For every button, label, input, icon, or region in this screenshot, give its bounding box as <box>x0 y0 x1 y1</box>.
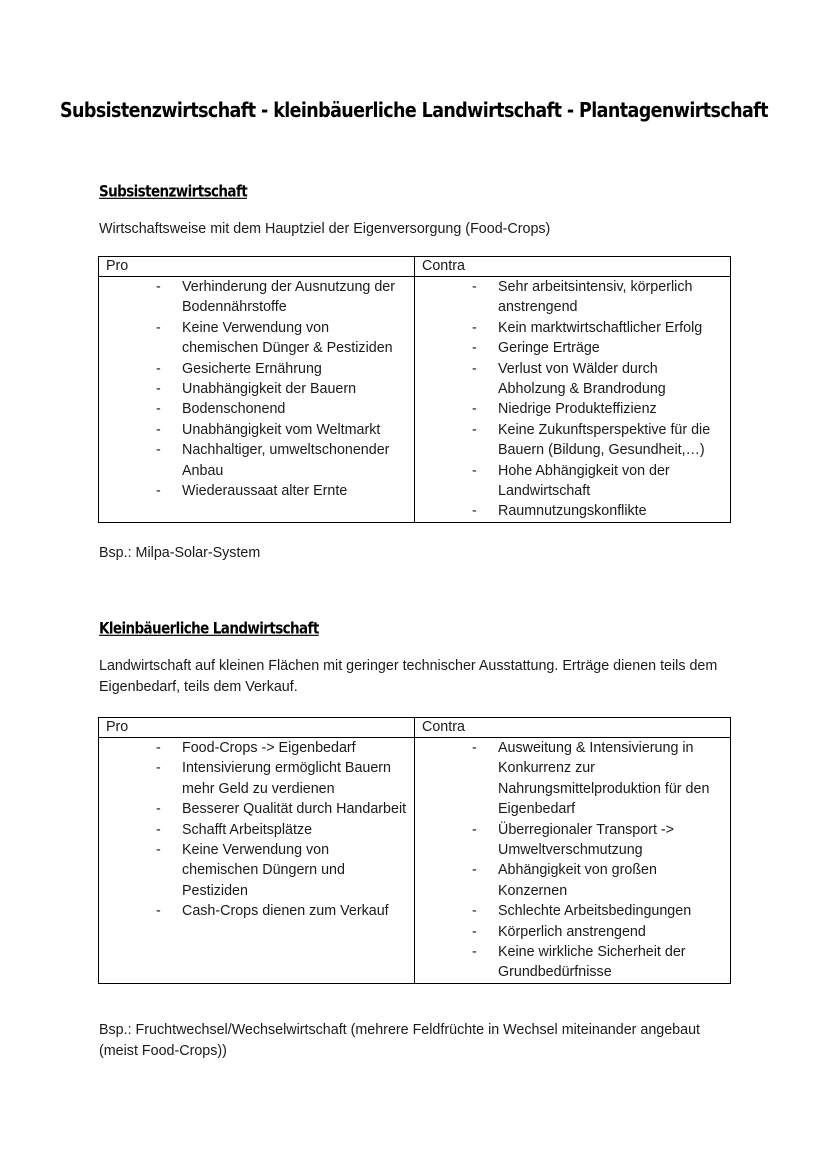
list-item: - Überregionaler Transport -> Umweltverschmutzung <box>415 820 730 861</box>
list-item: - Intensivierung ermöglicht Bauern mehr Geld zu verdienen <box>99 758 414 799</box>
section-heading-subsistenz: Subsistenzwirtschaft <box>99 182 248 202</box>
list-item: - Schlechte Arbeitsbedingungen <box>415 901 730 921</box>
pro-contra-table-subsistenz <box>98 256 731 523</box>
pro-cell <box>99 277 415 523</box>
list-item: - Keine Verwendung von chemischen Dünger & Pestiziden <box>99 318 414 359</box>
list-item: - Gesicherte Ernährung <box>99 359 414 379</box>
document-title: Subsistenzwirtschaft - kleinbäuerliche Landwirtschaft - Plantagenwirtschaft <box>60 99 768 123</box>
example-kleinbaeuerlich: Bsp.: Fruchtwechsel/Wechselwirtschaft (mehrere Feldfrüchte in Wechsel miteinander angebaut (meist Food-Crops)) <box>99 1022 701 1059</box>
list-item: - Food-Crops -> Eigenbedarf <box>99 738 414 758</box>
contra-cell <box>415 277 731 523</box>
contra-list <box>415 738 730 983</box>
pro-header: Pro <box>99 257 415 277</box>
list-item: - Verhinderung der Ausnutzung der Bodennährstoffe <box>99 277 414 318</box>
list-item: - Besserer Qualität durch Handarbeit <box>99 799 414 819</box>
pro-cell <box>99 738 415 984</box>
list-item: - Unabhängigkeit vom Weltmarkt <box>99 420 414 440</box>
pro-list <box>99 738 414 922</box>
list-item: - Keine wirkliche Sicherheit der Grundbedürfnisse <box>415 942 730 983</box>
list-item: - Niedrige Produkteffizienz <box>415 399 730 419</box>
contra-header: Contra <box>415 257 731 277</box>
list-item: - Cash-Crops dienen zum Verkauf <box>99 901 414 921</box>
list-item: - Wiederaussaat alter Ernte <box>99 481 414 501</box>
list-item: - Ausweitung & Intensivierung in Konkurrenz zur Nahrungsmittelproduktion für den Eigenbedarf <box>415 738 730 820</box>
list-item: - Nachhaltiger, umweltschonender Anbau <box>99 440 414 481</box>
section-heading-kleinbaeuerlich: Kleinbäuerliche Landwirtschaft <box>99 619 319 639</box>
list-item: - Kein marktwirtschaftlicher Erfolg <box>415 318 730 338</box>
list-item: - Unabhängigkeit der Bauern <box>99 379 414 399</box>
pro-list <box>99 277 414 501</box>
pro-contra-table-kleinbaeuerlich <box>98 717 731 984</box>
contra-header: Contra <box>415 718 731 738</box>
list-item: - Schafft Arbeitsplätze <box>99 820 414 840</box>
example-subsistenz: Bsp.: Milpa-Solar-System <box>99 545 261 561</box>
list-item: - Sehr arbeitsintensiv, körperlich anstrengend <box>415 277 730 318</box>
section-intro-subsistenz: Wirtschaftsweise mit dem Hauptziel der Eigenversorgung (Food-Crops) <box>99 221 551 237</box>
list-item: - Keine Verwendung von chemischen Düngern und Pestiziden <box>99 840 414 901</box>
section-intro-kleinbaeuerlich: Landwirtschaft auf kleinen Flächen mit geringer technischer Ausstattung. Erträge dienen teils dem Eigenbedarf, teils dem Verkauf. <box>99 658 718 695</box>
contra-cell <box>415 738 731 984</box>
contra-list <box>415 277 730 522</box>
list-item: - Abhängigkeit von großen Konzernen <box>415 860 730 901</box>
pro-header: Pro <box>99 718 415 738</box>
list-item: - Keine Zukunftsperspektive für die Bauern (Bildung, Gesundheit,…) <box>415 420 730 461</box>
list-item: - Geringe Erträge <box>415 338 730 358</box>
list-item: - Verlust von Wälder durch Abholzung & Brandrodung <box>415 359 730 400</box>
list-item: - Raumnutzungskonflikte <box>415 501 730 521</box>
list-item: - Bodenschonend <box>99 399 414 419</box>
list-item: - Hohe Abhängigkeit von der Landwirtschaft <box>415 461 730 502</box>
list-item: - Körperlich anstrengend <box>415 922 730 942</box>
